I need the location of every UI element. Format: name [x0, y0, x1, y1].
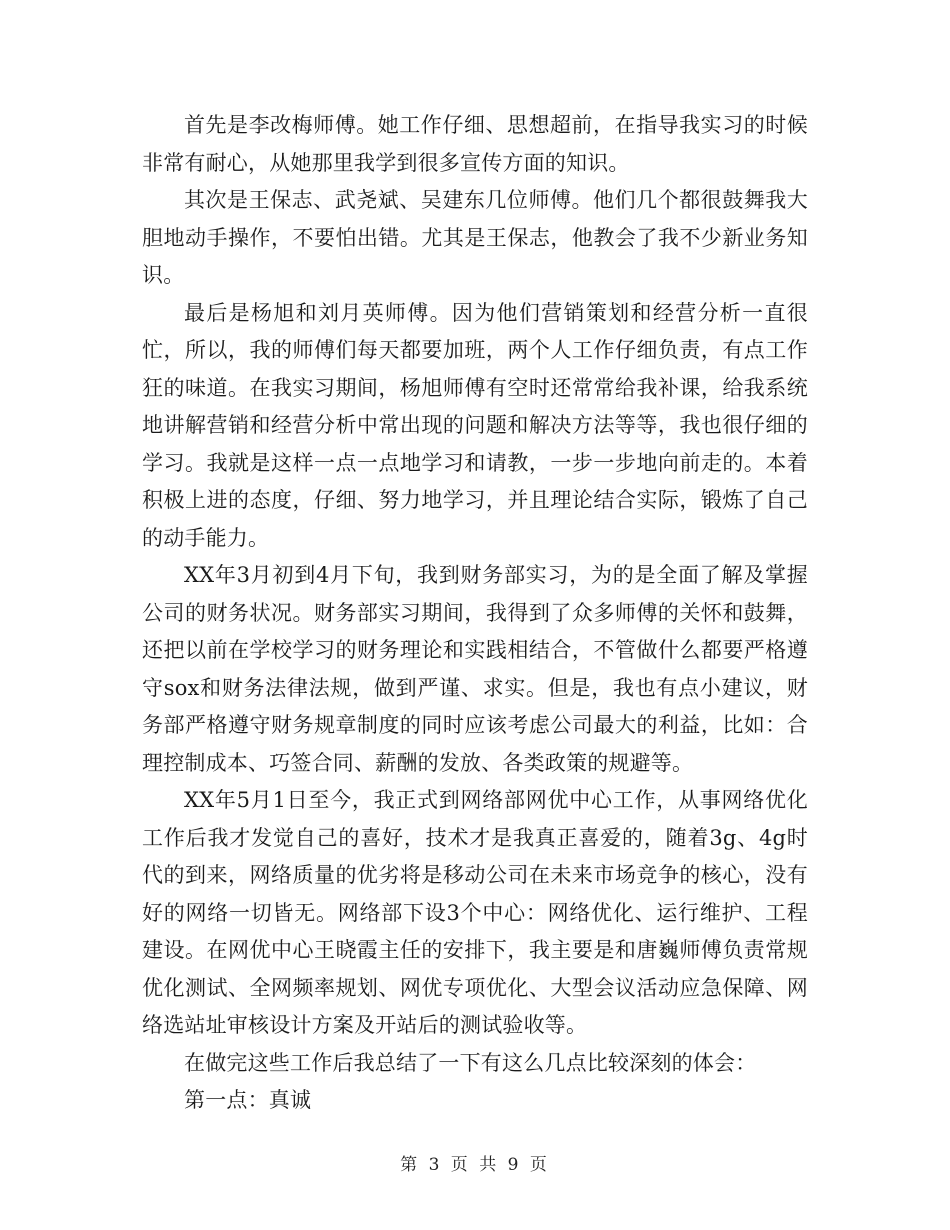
document-body [142, 107, 808, 1120]
paragraph-mentor-wang: 其次是王保志、武尧斌、吴建东几位师傅。他们几个都很鼓舞我大胆地动手操作，不要怕出错。尤其是王保志，他教会了我不少新业务知识。 [142, 188, 808, 287]
paragraph-mentor-li: 首先是李改梅师傅。她工作仔细、思想超前，在指导我实习的时候非常有耐心，从她那里我学到很多宣传方面的知识。 [142, 113, 808, 175]
paragraph-point-one: 第一点：真诚 [184, 1088, 312, 1112]
page-number-footer: 第 3 页 共 9 页 [400, 1155, 550, 1175]
paragraph-summary-intro: 在做完这些工作后我总结了一下有这么几点比较深刻的体会： [184, 1050, 757, 1075]
paragraph-finance-internship: XX年3月初到4月下旬，我到财务部实习，为的是全面了解及掌握公司的财务状况。财务部实习期间，我得到了众多师傅的关怀和鼓舞，还把以前在学校学习的财务理论和实践相结合，不管做什么都要严格遵守sox和财务法律法规，做到严谨、求实。但是，我也有点小建议，财务部严格遵守财务规章制度的同时应该考虑公司最大的利益，比如：合理控制成本、巧签合同、薪酬的发放、各类政策的规避等。 [142, 563, 808, 775]
paragraph-mentor-yang: 最后是杨旭和刘月英师傅。因为他们营销策划和经营分析一直很忙，所以，我的师傅们每天都要加班，两个人工作仔细负责，有点工作狂的味道。在我实习期间，杨旭师傅有空时还常常给我补课，给我系统地讲解营销和经营分析中常出现的问题和解决方法等等，我也很仔细的学习。我就是这样一点一点地学习和请教，一步一步地向前走的。本着积极上进的态度，仔细、努力地学习，并且理论结合实际，锻炼了自己的动手能力。 [142, 300, 808, 550]
paragraph-network-work: XX年5月1日至今，我正式到网络部网优中心工作，从事网络优化工作后我才发觉自己的喜好，技术才是我真正喜爱的，随着3g、4g时代的到来，网络质量的优劣将是移动公司在未来市场竞争的核心，没有好的网络一切皆无。网络部下设3个中心：网络优化、运行维护、工程建设。在网优中心王晓霞主任的安排下，我主要是和唐巍师傅负责常规优化测试、全网频率规划、网优专项优化、大型会议活动应急保障、网络选站址审核设计方案及开站后的测试验收等。 [142, 788, 808, 1037]
